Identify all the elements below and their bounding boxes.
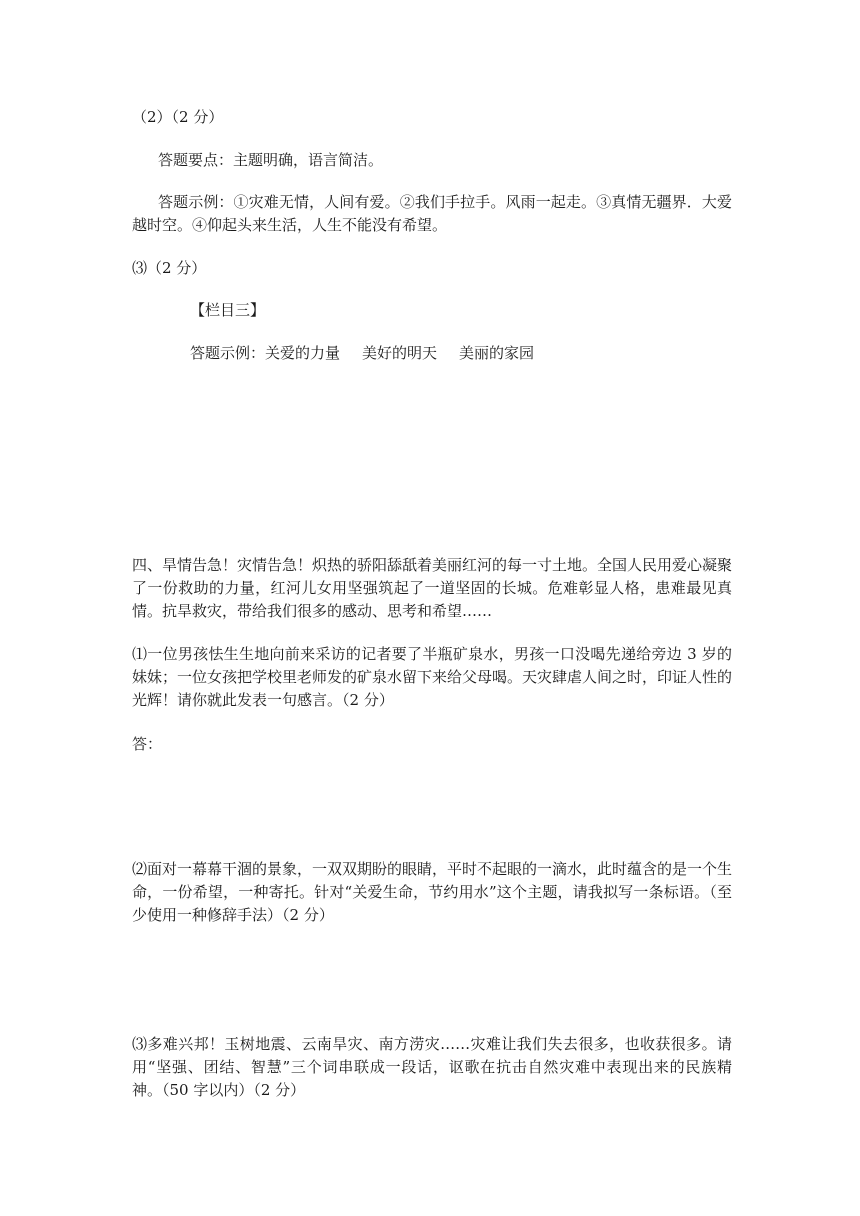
section-four-intro: 四、旱情告急！灾情告急！炽热的骄阳舔舐着美丽红河的每一寸土地。全国人民用爱心凝聚了一份救助的力量，红河儿女用坚强筑起了一道坚固的长城。危难彰显人格，患难最见真情。抗旱救灾，带给我们很多的感动、思考和希望…… (132, 556, 733, 620)
column-three-title: 【栏目三】 (190, 301, 266, 319)
example-title-2: 美好的明天 (362, 344, 438, 362)
question-3-label: ⑶（2 分） (132, 259, 207, 277)
example-title-1: 答题示例：关爱的力量 (190, 344, 341, 362)
example-title-3: 美丽的家园 (459, 344, 535, 362)
answer-label: 答： (132, 735, 163, 753)
answer-key-points: 答题要点：主题明确，语言简洁。 (158, 151, 384, 169)
section-four-question-1: ⑴一位男孩怯生生地向前来采访的记者要了半瓶矿泉水，男孩一口没喝先递给旁边 3 岁的妹妹；一位女孩把学校里老师发的矿泉水留下来给父母喝。天灾肆虐人间之时，印证人性的光辉！请你就此发表一句感言。（2 分） (132, 645, 733, 709)
question-2-label: （2）（2 分） (132, 108, 224, 126)
section-four-question-3: ⑶多难兴邦！玉树地震、云南旱灾、南方涝灾……灾难让我们失去很多，也收获很多。请用“坚强、团结、智慧”三个词串联成一段话，讴歌在抗击自然灾难中表现出来的民族精神。（50 字以内）（2 分） (132, 1035, 732, 1099)
column-title-examples (190, 342, 790, 365)
section-four-question-2: ⑵面对一幕幕干涸的景象，一双双期盼的眼睛，平时不起眼的一滴水，此时蕴含的是一个生命，一份希望，一种寄托。针对“关爱生命，节约用水”这个主题，请我拟写一条标语。（至少使用一种修辞手法）（2 分） (132, 860, 733, 924)
answer-example-slogans: 答题示例：①灾难无情，人间有爱。②我们手拉手。风雨一起走。③真情无疆界．大爱越时空。④仰起头来生活，人生不能没有希望。 (132, 193, 732, 234)
